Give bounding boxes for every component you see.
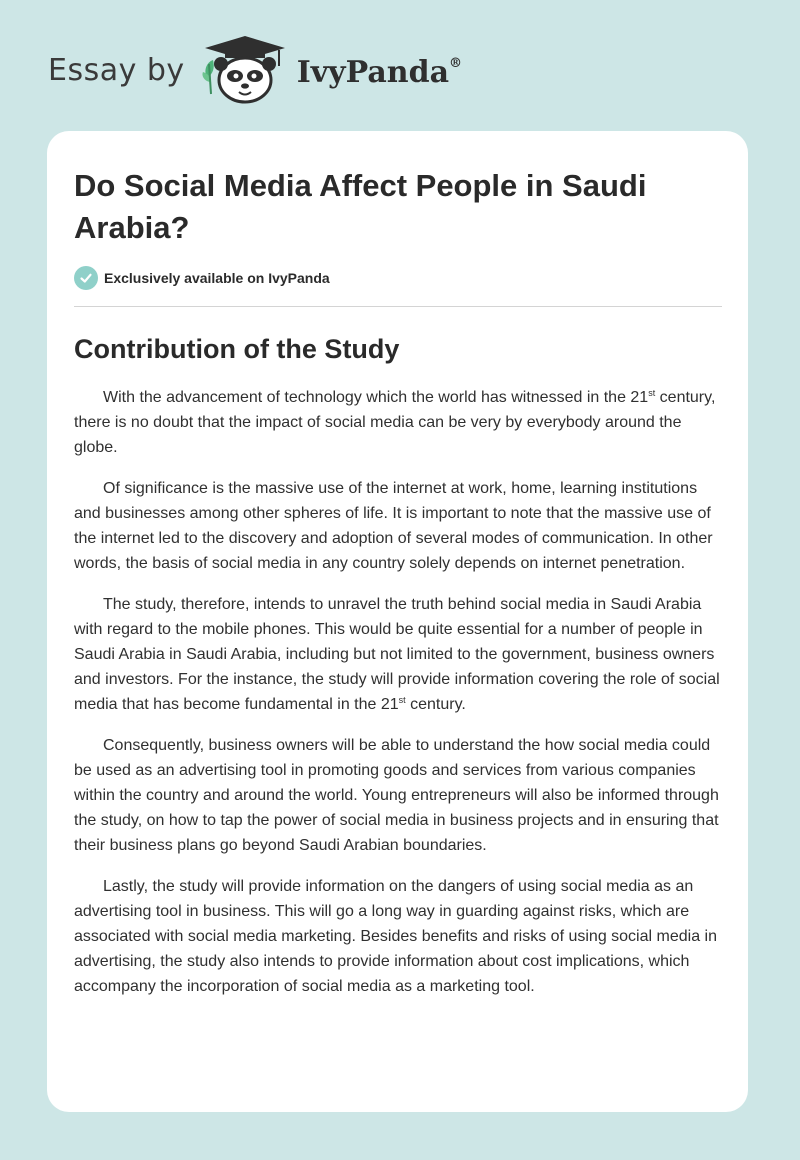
essay-card [47, 131, 748, 1112]
essay-body [74, 385, 724, 999]
superscript: st [398, 695, 406, 705]
paragraph: Lastly, the study will provide information on the dangers of using social media as an advertising tool in business. This will go a long way in guarding against risks, which are associated with social media marketing. Besides benefits and risks of using social media in advertising, the study also intends to provide information about cost implications, which accompany the incorporation of social media as a marketing tool. [74, 878, 717, 995]
brand-prefix: Essay by [48, 52, 185, 88]
site-header [48, 34, 462, 106]
brand-name-text: IvyPanda [296, 54, 450, 90]
check-circle-icon [74, 266, 98, 290]
divider [74, 306, 722, 307]
paragraph: Of significance is the massive use of the internet at work, home, learning institutions and businesses among other spheres of life. It is important to note that the massive use of the internet led to the discovery and adoption of several modes of communication. In other words, the basis of social media in any country solely depends on internet penetration. [74, 480, 713, 572]
section-title: Contribution of the Study [74, 334, 400, 364]
registered-mark: ® [449, 55, 463, 71]
panda-logo-icon[interactable] [199, 34, 291, 106]
paragraph: The study, therefore, intends to unravel the truth behind social media in Saudi Arabia with regard to the mobile phones. This would be quite essential for a number of people in Saudi Arabia in Saudi Arabia, including but not limited to the government, business owners and investors. For the instance, the study will provide information covering the role of social media that has become fundamental in the 21st century. [74, 596, 720, 713]
brand-name[interactable] [297, 55, 462, 90]
page-title: Do Social Media Affect People in Saudi Arabia? [74, 168, 647, 245]
badge-label: Exclusively available on IvyPanda [104, 270, 330, 286]
superscript: st [648, 388, 656, 398]
paragraph: Consequently, business owners will be able to understand the how social media could be used as an advertising tool in promoting goods and services from various companies within the country and around the world. Young entrepreneurs will also be informed through the study, on how to tap the power of social media in business projects and in ensuring that their business plans go beyond Saudi Arabian boundaries. [74, 737, 719, 854]
paragraph: With the advancement of technology which the world has witnessed in the 21st century, there is no doubt that the impact of social media can be very by everybody around the globe. [74, 388, 716, 456]
exclusive-badge [74, 263, 722, 293]
